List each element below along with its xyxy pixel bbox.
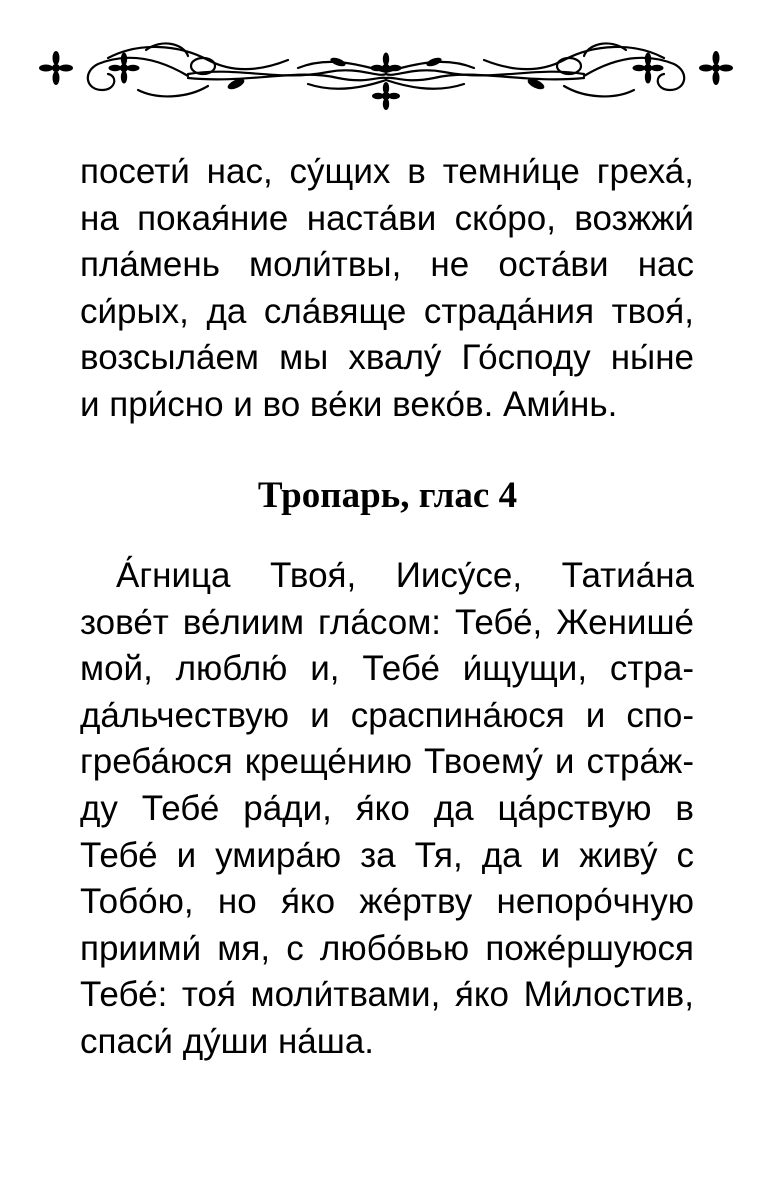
text-line: пла́мень моли́твы, не оста́ви нас [80,245,694,285]
text-line: и при́сно и во ве́ки веко́в. Ами́нь. [80,384,618,424]
paragraph-troparion [80,553,694,1066]
text-line: зове́т ве́лиим гла́сом: Тебе́, Женише́ [80,602,694,642]
paragraph-prayer-ending [80,149,694,429]
text-line: А́гница Твоя́, Иису́се, Татиа́на [116,556,694,595]
floral-divider-icon [38,38,734,110]
text-line: си́рых, да сла́вяще страда́ния твоя́, [80,291,694,331]
text-line: на покая́ние наста́ви ско́ро, возжжи́ [80,198,694,238]
text-line: Тобо́ю, но я́ко же́ртву непоро́чную [80,882,694,922]
text-line: Тебе́ и умира́ю за Тя, да и живу́ с [80,835,694,875]
text-line: да́льчествую и сраспина́юся и спо- [80,695,694,735]
text-line: мой, люблю́ и, Тебе́ и́щущи, стра- [80,649,694,689]
text-line: возсыла́ем мы хвалу́ Го́споду ны́не [80,338,694,378]
text-line: посети́ нас, су́щих в темни́це греха́, [80,152,694,191]
text-line: спаси́ ду́ши на́ша. [80,1021,375,1061]
text-line: греба́юся креще́нию Твоему́ и стра́ж- [80,742,694,782]
text-line: приими́ мя, с любо́вью поже́ршуюся [80,928,694,968]
text-line: Тебе́: тоя́ моли́твами, я́ко Ми́лостив, [80,975,694,1015]
section-heading: Тропарь, глас 4 [257,475,518,516]
text-line: ду Тебе́ ра́ди, я́ко да ца́рствую в [80,788,694,828]
